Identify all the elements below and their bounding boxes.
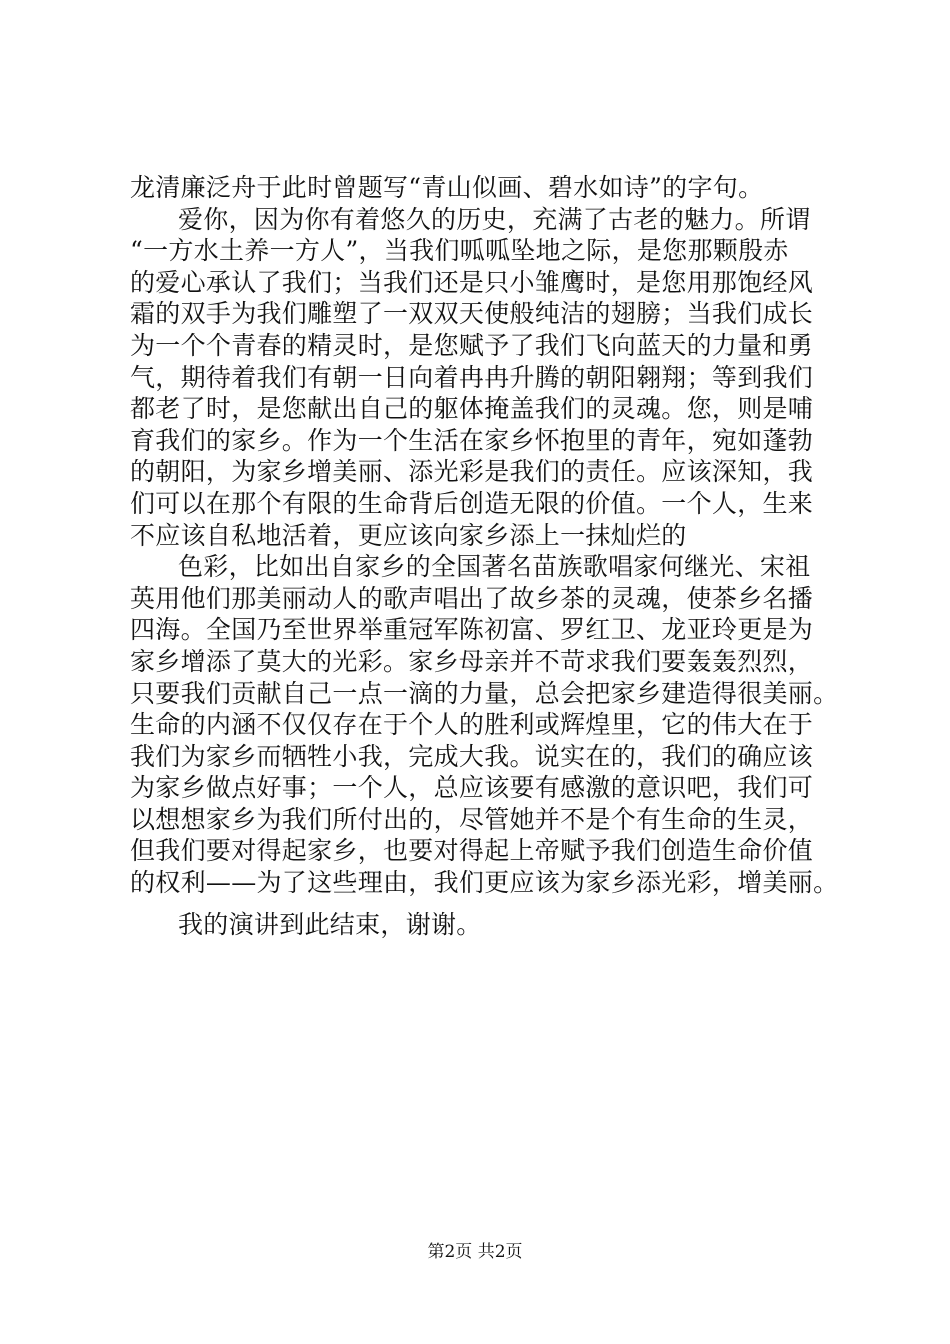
text-line: 我们为家乡而牺牲小我，完成大我。说实在的，我们的确应该 bbox=[130, 741, 814, 771]
text-line: 的爱心承认了我们；当我们还是只小雏鹰时，是您用那饱经风 bbox=[130, 267, 814, 297]
text-line: 四海。全国乃至世界举重冠军陈初富、罗红卫、龙亚玲更是为 bbox=[130, 615, 814, 645]
text-line: 以想想家乡为我们所付出的，尽管她并不是个有生命的生灵， bbox=[130, 804, 814, 834]
text-line: 的朝阳，为家乡增美丽、添光彩是我们的责任。应该深知，我 bbox=[130, 457, 814, 487]
page-number-footer: 第2页 共2页 bbox=[427, 1242, 523, 1262]
text-line: 色彩，比如出自家乡的全国著名苗族歌唱家何继光、宋祖 bbox=[178, 552, 811, 582]
text-line: 不应该自私地活着，更应该向家乡添上一抹灿烂的 bbox=[130, 520, 687, 550]
text-line: 们可以在那个有限的生命背后创造无限的价值。一个人，生来 bbox=[130, 488, 814, 518]
text-line: “一方水土养一方人”，当我们呱呱坠地之际，是您那颗殷赤 bbox=[130, 236, 789, 266]
text-line: 育我们的家乡。作为一个生活在家乡怀抱里的青年，宛如蓬勃 bbox=[130, 425, 814, 455]
text-line: 英用他们那美丽动人的歌声唱出了故乡茶的灵魂，使茶乡名播 bbox=[130, 583, 814, 613]
text-line: 生命的内涵不仅仅存在于个人的胜利或辉煌里，它的伟大在于 bbox=[130, 710, 814, 740]
text-line: 气，期待着我们有朝一日向着冉冉升腾的朝阳翱翔；等到我们 bbox=[130, 362, 814, 392]
text-line: 为家乡做点好事；一个人，总应该要有感激的意识吧，我们可 bbox=[130, 773, 814, 803]
text-line: 龙清廉泛舟于此时曾题写“青山似画、碧水如诗”的字句。 bbox=[130, 173, 764, 202]
text-line: 家乡增添了莫大的光彩。家乡母亲并不苛求我们要轰轰烈烈， bbox=[130, 646, 814, 676]
text-line: 霜的双手为我们雕塑了一双双天使般纯洁的翅膀；当我们成长 bbox=[130, 299, 814, 329]
text-line: 爱你，因为你有着悠久的历史，充满了古老的魅力。所谓 bbox=[178, 204, 811, 234]
speech-body bbox=[130, 172, 850, 899]
text-line: 但我们要对得起家乡，也要对得起上帝赋予我们创造生命价值 bbox=[130, 836, 814, 866]
text-line: 为一个个青春的精灵时，是您赋予了我们飞向蓝天的力量和勇 bbox=[130, 330, 814, 360]
text-line: 都老了时，是您献出自己的躯体掩盖我们的灵魂。您，则是哺 bbox=[130, 394, 814, 424]
closing-line: 我的演讲到此结束，谢谢。 bbox=[178, 910, 482, 939]
text-line: 只要我们贡献自己一点一滴的力量，总会把家乡建造得很美丽。 bbox=[130, 678, 839, 708]
text-line: 的权利——为了这些理由，我们更应该为家乡添光彩，增美丽。 bbox=[130, 868, 839, 898]
